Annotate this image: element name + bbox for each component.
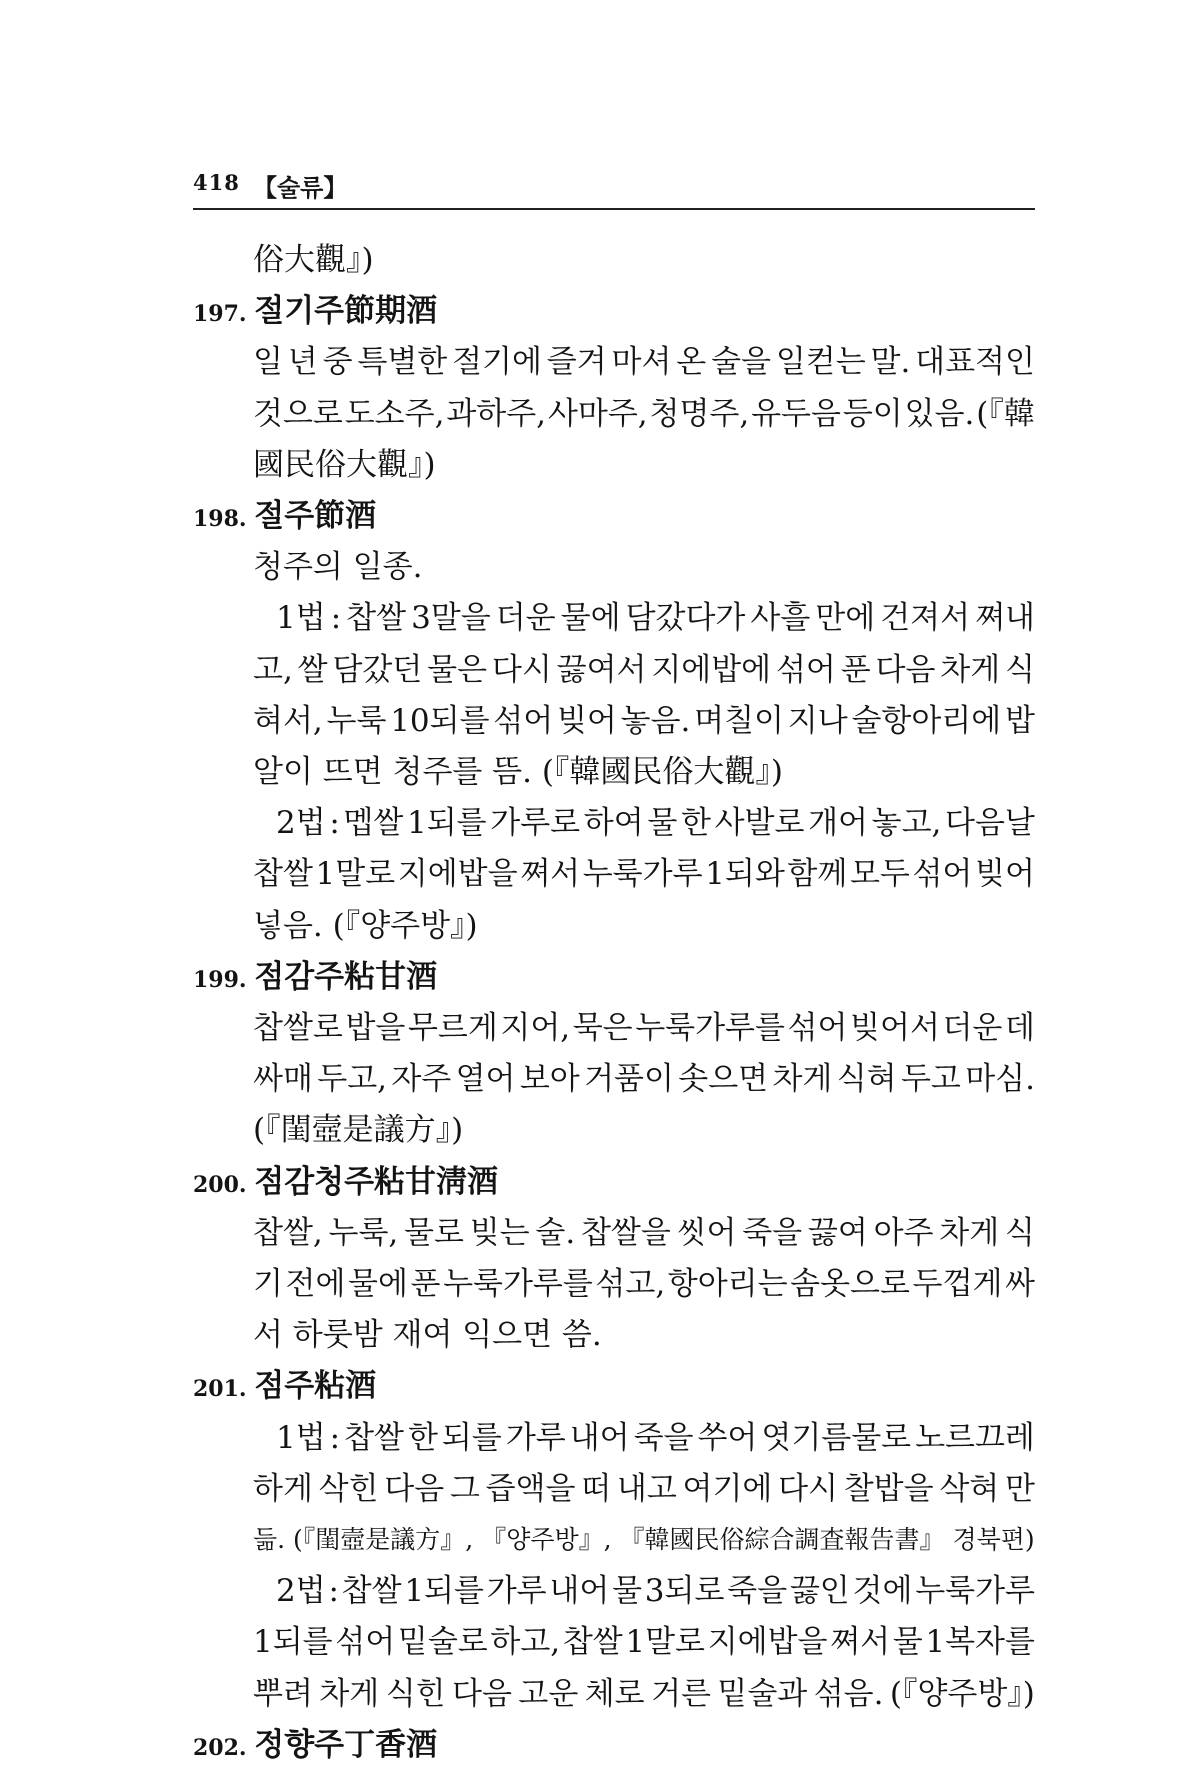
text-line: 일 년 중 특별한 절기에 즐겨 마셔 온 술을 일컫는 말. 대표적인 [253, 344, 1035, 381]
entry-number: 200. [193, 1171, 255, 1198]
page-number: 418 [193, 170, 240, 195]
text-line: 싸매 두고, 자주 열어 보아 거품이 솟으면 차게 식혀 두고 마심. [253, 1061, 1035, 1098]
text-line: 것으로 도소주, 과하주, 사마주, 청명주, 유두음 등이 있음. (『韓 [253, 395, 1035, 432]
entry-title: 절주節酒 [254, 498, 377, 534]
text-line: 혀서, 누룩 10되를 섞어 빚어 놓음. 며칠이 지나 술항아리에 밥 [253, 702, 1035, 739]
text-line: 國民俗大觀』) [253, 446, 436, 483]
text-line: 하게 삭힌 다음 그 즙액을 떠 내고 여기에 다시 찰밥을 삭혀 만 [253, 1470, 1035, 1507]
text-line: (『閨壼是議方』) [253, 1112, 464, 1149]
text-line: 듦. (『閨壼是議方』, 『양주방』, 『韓國民俗綜合調査報告書』 경북편) [253, 1525, 1035, 1554]
entry-title: 정향주丁香酒 [254, 1726, 438, 1763]
text-line: 俗大觀』) [253, 242, 374, 278]
text-line: 1법 : 찹쌀 3말을 더운 물에 담갔다가 사흘 만에 건져서 쪄내 [276, 600, 1035, 637]
entry-number: 202. [193, 1734, 255, 1761]
text-line: 서 하룻밤 재여 익으면 씀. [253, 1317, 602, 1354]
entry-number: 198. [193, 506, 255, 532]
section-title: 【술류】 [253, 173, 348, 202]
text-line: 찹쌀 1말로 지에밥을 쪄서 누룩가루 1되와 함께 모두 섞어 빚어 [253, 856, 1035, 893]
page-header [193, 160, 1035, 210]
text-line: 청주의 일종. [253, 549, 423, 586]
text-line: 찹쌀, 누룩, 물로 빚는 술. 찹쌀을 씻어 죽을 끓여 아주 차게 식 [253, 1214, 1035, 1251]
entry-heading [193, 291, 437, 331]
text-line: 고, 쌀 담갔던 물은 다시 끓여서 지에밥에 섞어 푼 다음 차게 식 [253, 651, 1035, 688]
entry-heading [193, 1366, 376, 1406]
text-line: 1되를 섞어 밑술로 하고, 찹쌀 1말로 지에밥을 쪄서 물 1복자를 [253, 1624, 1035, 1661]
entry-heading [193, 1725, 437, 1765]
entry-heading [193, 957, 437, 997]
text-line: 뿌려 차게 식힌 다음 고운 체로 거른 밑술과 섞음. (『양주방』) [253, 1675, 1035, 1712]
entry-title: 절기주節期酒 [254, 293, 438, 330]
text-line: 기 전에 물에 푼 누룩가루를 섞고, 항아리는 솜옷으로 두껍게 싸 [253, 1266, 1035, 1302]
text-line: 알이 뜨면 청주를 뜸. (『韓國民俗大觀』) [253, 754, 784, 790]
text-line: 1법 : 찹쌀 한 되를 가루 내어 죽을 쑤어 엿기름물로 노르끄레 [276, 1419, 1035, 1456]
entry-title: 점주粘酒 [254, 1368, 377, 1405]
entry-title: 점감주粘甘酒 [254, 958, 438, 995]
entry-number: 199. [193, 966, 255, 993]
entry-heading [193, 1162, 498, 1202]
entry-number: 197. [193, 301, 255, 328]
entry-number: 201. [193, 1376, 255, 1403]
text-line: 넣음. (『양주방』) [253, 907, 478, 944]
text-line: 2법 : 찹쌀 1되를 가루 내어 물 3되로 죽을 끓인 것에 누룩가루 [276, 1573, 1035, 1610]
entry-title: 점감청주粘甘淸酒 [254, 1163, 499, 1200]
text-line: 2법 : 멥쌀 1되를 가루로 하여 물 한 사발로 개어 놓고, 다음날 [276, 805, 1035, 842]
text-line: 찹쌀로 밥을 무르게 지어, 묵은 누룩가루를 섞어 빚어서 더운 데 [253, 1010, 1035, 1046]
entry-heading [193, 496, 376, 536]
